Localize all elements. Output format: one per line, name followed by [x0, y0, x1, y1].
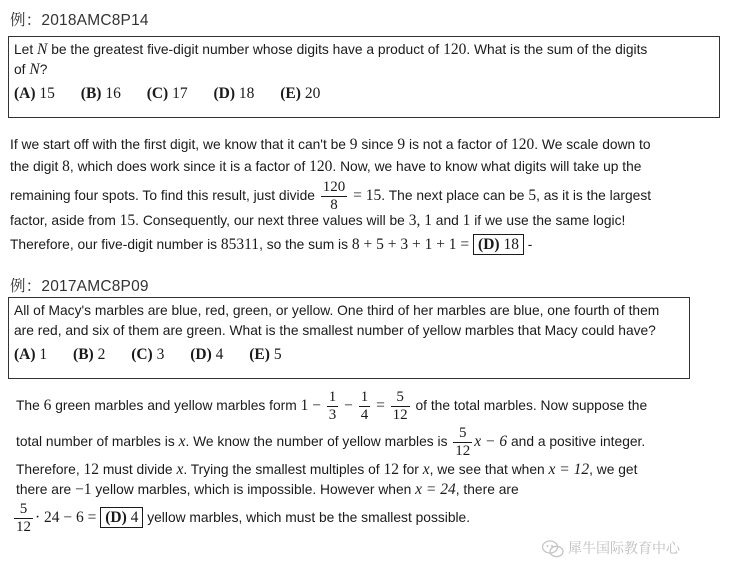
solution-1-line-1: If we start off with the first digit, we know that it can't be 9 since 9 is not a factor of 120. We scale down to — [10, 136, 651, 153]
answer-box-1: (D) 18 — [473, 234, 524, 255]
fraction-5-over-12: $\frac{5}{12}$ — [16, 500, 31, 535]
option-c[interactable]: (C) 17 — [146, 85, 188, 102]
fraction-1-over-3: $\frac{1}{3}$ — [328, 388, 337, 423]
option-e[interactable]: (E) 5 — [249, 346, 282, 363]
wechat-icon — [542, 540, 564, 558]
problem-2-box — [8, 297, 690, 379]
option-b[interactable]: (B) 16 — [80, 85, 121, 102]
problem-2-header: 例：2017AMC8P09 — [10, 278, 149, 295]
solution-2-line-2: total number of marbles is x. We know the number of yellow marbles is $\frac{5}{12}$ x − 6 and a positive integer. — [16, 424, 646, 459]
option-c[interactable]: (C) 3 — [131, 346, 165, 363]
problem-2-options — [9, 341, 689, 364]
solution-1-line-3: remaining four spots. To find this result, just divide $\frac{120}{8}$ = 15. The next place can be 5, as it is the largest — [10, 178, 652, 213]
solution-1-line-2: the digit 8, which does work since it is a factor of 120. Now, we have to know what digits will take up the — [10, 158, 642, 175]
option-a[interactable]: (A) 1 — [14, 346, 48, 363]
option-d[interactable]: (D) 4 — [190, 346, 224, 363]
fraction-5-over-12: $\frac{5}{12}$ — [392, 388, 408, 423]
option-e[interactable]: (E) 20 — [280, 85, 321, 102]
option-b[interactable]: (B) 2 — [73, 346, 106, 363]
problem-1-header: 例：2018AMC8P14 — [10, 12, 149, 29]
problem-1-box — [8, 36, 720, 118]
solution-2-line-3: Therefore, 12 must divide x. Trying the smallest multiples of 12 for x, we see that when x = 12, we get — [16, 461, 638, 478]
fraction-1-over-4: $\frac{1}{4}$ — [360, 388, 369, 423]
option-d[interactable]: (D) 18 — [213, 85, 255, 102]
problem-2-question: All of Macy's marbles are blue, red, green, or yellow. One third of her marbles are blue, one fourth of them are red, and six of them are green. What is the smallest number of yellow marbles that Macy could have? — [14, 303, 660, 338]
watermark: 犀牛国际教育中心 — [542, 538, 680, 558]
fraction-120-over-8: $\frac{120}{8}$ — [322, 178, 346, 213]
problem-1-question: Let N be the greatest five-digit number whose digits have a product of 120. What is the sum of the digits of N? — [14, 41, 648, 78]
solution-1-line-4: factor, aside from 15. Consequently, our next three values will be 3, 1 and 1 if we use the same logic! — [10, 212, 626, 229]
fraction-5-over-12: $\frac{5}{12}$ — [455, 424, 471, 459]
problem-1-options — [9, 80, 719, 103]
solution-2-line-5: $\frac{5}{12}$ · 24 − 6 = (D) 4 yellow marbles, which must be the smallest possible. — [16, 500, 471, 535]
option-a[interactable]: (A) 15 — [14, 85, 55, 102]
solution-2-line-4: there are −1 yellow marbles, which is impossible. However when x = 24, there are — [16, 481, 519, 498]
solution-2-line-1: The 6 green marbles and yellow marbles form 1 − $\frac{1}{3}$ − $\frac{1}{4}$ = $\frac{5}{12}$ of the total marbles. Now suppose the — [16, 388, 648, 423]
answer-box-2: (D) 4 — [100, 507, 143, 528]
solution-1-line-5: Therefore, our five-digit number is 85311, so the sum is 8 + 5 + 3 + 1 + 1 = (D) 18 - — [10, 236, 533, 253]
